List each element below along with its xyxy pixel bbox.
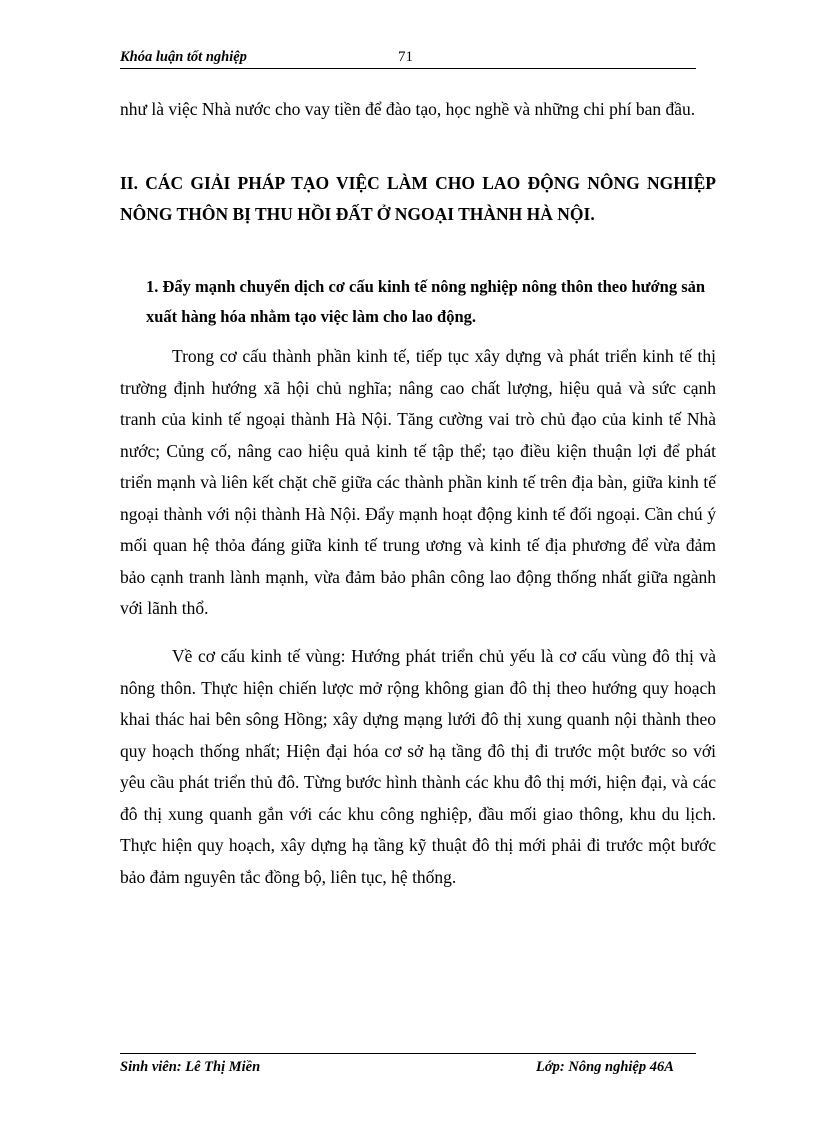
page-number: 71 [398, 49, 413, 65]
intro-paragraph: như là việc Nhà nước cho vay tiền để đào tạo, học nghề và những chi phí ban đầu. [120, 99, 696, 119]
header-title: Khóa luận tốt nghiệp [120, 49, 247, 65]
body-paragraph: Về cơ cấu kinh tế vùng: Hướng phát triển chủ yếu là cơ cấu vùng đô thị và nông thôn. Thực hiện chiến lược mở rộng không gian đô thị theo hướng quy hoạch khai thác hai bên sông Hồng; xây dựng mạng lưới đô thị xung quanh nội thành theo quy hoạch thống nhất; Hiện đại hóa cơ sở hạ tầng đô thị đi trước một bước so với yêu cầu phát triển thủ đô. Từng bước hình thành các khu đô thị mới, hiện đại, và các đô thị xung quanh gắn với các khu công nghiệp, đầu mối giao thông, khu du lịch. Thực hiện quy hoạch, xây dựng hạ tầng kỹ thuật đô thị mới phải đi trước một bước bảo đảm nguyên tắc đồng bộ, liên tục, hệ thống. [120, 646, 716, 887]
section-heading: II. CÁC GIẢI PHÁP TẠO VIỆC LÀM CHO LAO ĐỘNG NÔNG NGHIỆP NÔNG THÔN BỊ THU HỒI ĐẤT Ở NGOẠI THÀNH HÀ NỘI. [120, 173, 716, 224]
footer-student: Sinh viên: Lê Thị Miền [120, 1059, 261, 1075]
footer-class: Lớp: Nông nghiệp 46A [536, 1059, 674, 1075]
footer-rule [120, 1053, 696, 1054]
body-paragraph: Trong cơ cấu thành phần kinh tế, tiếp tục xây dựng và phát triển kinh tế thị trường định hướng xã hội chủ nghĩa; nâng cao chất lượng, hiệu quả và sức cạnh tranh của kinh tế ngoại thành Hà Nội. Tăng cường vai trò chủ đạo của kinh tế Nhà nước; Củng cố, nâng cao hiệu quả kinh tế tập thể; tạo điều kiện thuận lợi để phát triển mạnh và liên kết chặt chẽ giữa các thành phần kinh tế trên địa bàn, giữa kinh tế ngoại thành với nội thành Hà Nội. Đẩy mạnh hoạt động kinh tế đối ngoại. Cần chú ý mối quan hệ thỏa đáng giữa kinh tế trung ương và kinh tế địa phương để vừa đảm bảo cạnh tranh lành mạnh, vừa đảm bảo phân công lao động thống nhất giữa ngành với lãnh thổ. [120, 346, 716, 618]
header-rule [120, 68, 696, 69]
subsection-heading: 1. Đẩy mạnh chuyển dịch cơ cấu kinh tế nông nghiệp nông thôn theo hướng sản xuất hàng hóa nhằm tạo việc làm cho lao động. [146, 277, 706, 326]
page-header [120, 49, 696, 69]
